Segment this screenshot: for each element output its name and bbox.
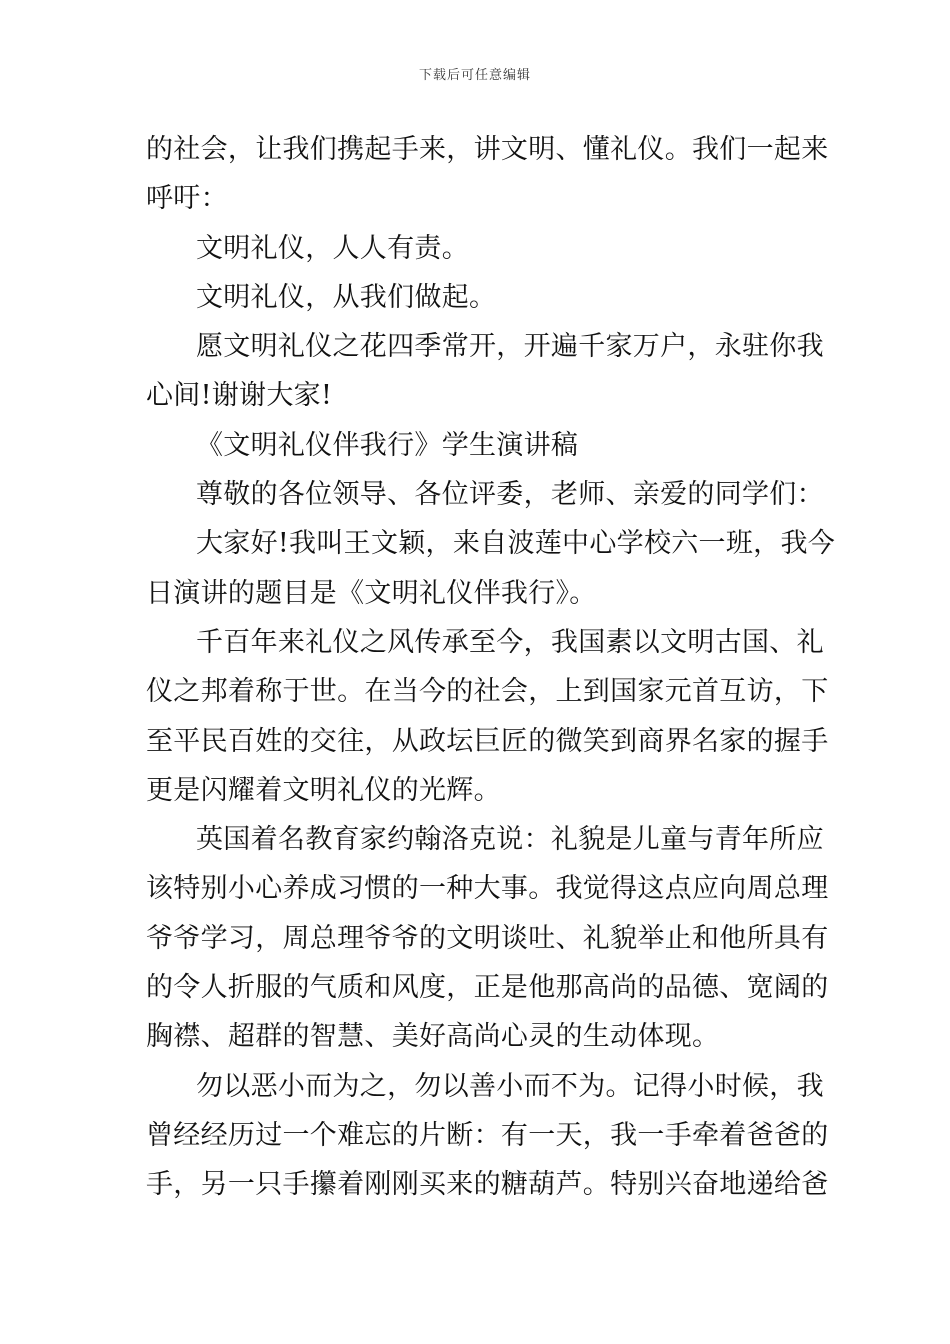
text-line: 曾经经历过一个难忘的片断：有一天，我一手牵着爸爸的 [146,1119,829,1151]
text-line: 的令人折服的气质和风度，正是他那高尚的品德、宽阔的 [146,972,829,1004]
text-line: 的社会，让我们携起手来，讲文明、懂礼仪。我们一起来 [146,134,829,165]
text-line: 文明礼仪，人人有责。 [196,232,469,264]
text-line: 英国着名教育家约翰洛克说：礼貌是儿童与青年所应 [196,824,824,856]
text-line: 千百年来礼仪之风传承至今，我国素以文明古国、礼 [196,626,824,658]
text-line: 更是闪耀着文明礼仪的光辉。 [146,774,501,806]
text-line: 日演讲的题目是《文明礼仪伴我行》。 [146,577,597,609]
text-line: 勿以恶小而为之，勿以善小而不为。记得小时候，我 [196,1070,824,1102]
page-header: 下载后可任意编辑 [418,68,531,83]
text-line: 该特别小心养成习惯的一种大事。我觉得这点应向周总理 [146,873,829,905]
text-line: 至平民百姓的交往，从政坛巨匠的微笑到商界名家的握手 [146,725,829,757]
text-line: 尊敬的各位领导、各位评委，老师、亲爱的同学们： [196,479,824,511]
text-line: 胸襟、超群的智慧、美好高尚心灵的生动体现。 [146,1021,720,1053]
text-line: 仪之邦着称于世。在当今的社会，上到国家元首互访，下 [146,676,829,708]
text-line: 手，另一只手攥着刚刚买来的糖葫芦。特别兴奋地递给爸 [146,1169,829,1201]
text-line: 大家好!我叫王文颖，来自波莲中心学校六一班，我今 [196,528,836,560]
document-body [146,125,836,1210]
text-line: 愿文明礼仪之花四季常开，开遍千家万户，永驻你我 [196,331,824,363]
text-line: 呼吁： [146,183,228,215]
text-line: 《文明礼仪伴我行》学生演讲稿 [196,429,579,461]
text-line: 爷爷学习，周总理爷爷的文明谈吐、礼貌举止和他所具有 [146,922,829,954]
text-line: 文明礼仪，从我们做起。 [196,281,497,313]
text-line: 心间!谢谢大家! [146,380,333,412]
